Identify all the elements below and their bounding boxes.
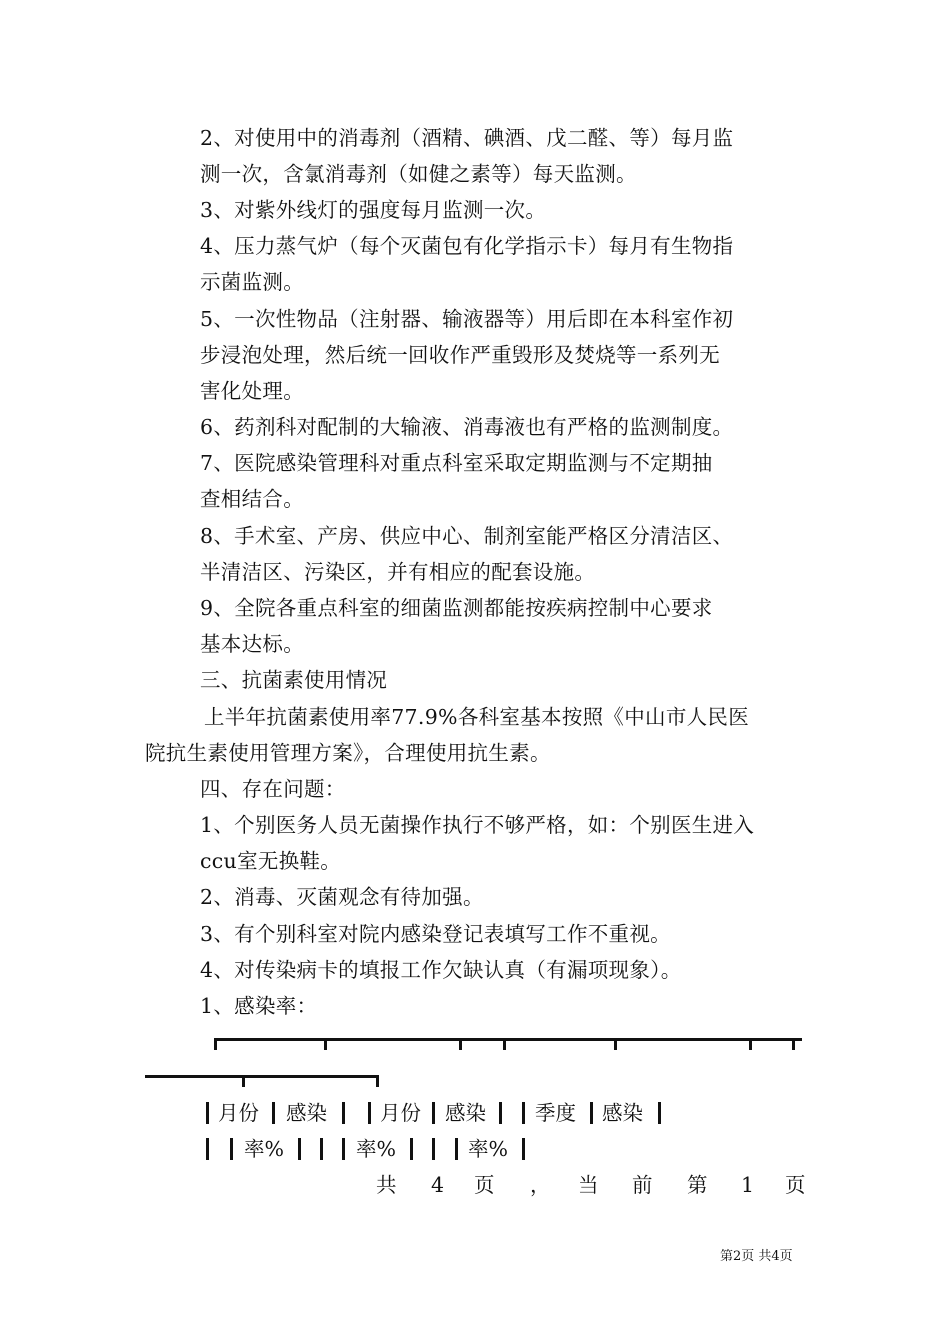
text-line: 院抗生素使用管理方案》，合理使用抗生素。: [145, 741, 551, 765]
text-line: 4、压力蒸气炉（每个灭菌包有化学指示卡）每月有生物指: [200, 234, 734, 258]
text-line: 9、全院各重点科室的细菌监测都能按疾病控制中心要求: [200, 596, 713, 620]
footer-char: 前: [632, 1173, 653, 1197]
text-line: 上半年抗菌素使用率77.9%各科室基本按照《中山市人民医: [204, 705, 750, 729]
footer-char: 第: [687, 1173, 708, 1197]
text-line: 6、药剂科对配制的大输液、消毒液也有严格的监测制度。: [200, 415, 734, 439]
text-line: ccu室无换鞋。: [200, 849, 342, 873]
table-cell: 感染: [445, 1101, 486, 1125]
footer-char: 1: [741, 1173, 755, 1197]
text-line: 2、对使用中的消毒剂（酒精、碘酒、戊二醛、等）每月监: [200, 126, 734, 150]
footer-char: 页: [785, 1173, 806, 1197]
text-line: 半清洁区、污染区，并有相应的配套设施。: [200, 560, 596, 584]
text-line: 5、一次性物品（注射器、输液器等）用后即在本科室作初: [200, 307, 734, 331]
text-line: 8、手术室、产房、供应中心、制剂室能严格区分清洁区、: [200, 524, 734, 548]
footer-char: 4: [431, 1173, 445, 1197]
text-line: 步浸泡处理，然后统一回收作严重毁形及焚烧等一系列无: [200, 343, 720, 367]
table-cell: 季度: [535, 1101, 576, 1125]
text-line: 1、感染率：: [200, 994, 318, 1018]
table-cell: 率%: [356, 1137, 396, 1161]
footer-char: 共: [376, 1173, 397, 1197]
footer-char: ，: [530, 1173, 551, 1197]
text-line: 2、消毒、灭菌观念有待加强。: [200, 885, 484, 909]
footer-char: 当: [578, 1173, 599, 1197]
table-cell: 月份: [380, 1101, 421, 1125]
text-line: 示菌监测。: [200, 270, 304, 294]
table-cell: 感染: [602, 1101, 643, 1125]
table-cell: 感染: [286, 1101, 327, 1125]
text-line: 查相结合。: [200, 487, 304, 511]
section-heading: 四、存在问题：: [200, 777, 346, 801]
table-cell: 月份: [218, 1101, 259, 1125]
text-line: 测一次，含氯消毒剂（如健之素等）每天监测。: [200, 162, 637, 186]
text-line: 基本达标。: [200, 632, 304, 656]
text-line: 3、有个别科室对院内感染登记表填写工作不重视。: [200, 922, 671, 946]
footer-char: 页: [474, 1173, 495, 1197]
text-line: 1、个别医务人员无菌操作执行不够严格，如：个别医生进入: [200, 813, 755, 837]
text-line: 7、医院感染管理科对重点科室采取定期监测与不定期抽: [200, 451, 713, 475]
table-cell: 率%: [468, 1137, 508, 1161]
text-line: 3、对紫外线灯的强度每月监测一次。: [200, 198, 547, 222]
text-line: 4、对传染病卡的填报工作欠缺认真（有漏项现象）。: [200, 958, 682, 982]
page-number: 第2页 共4页: [720, 1249, 793, 1264]
table-cell: 率%: [244, 1137, 284, 1161]
text-line: 害化处理。: [200, 379, 304, 403]
section-heading: 三、抗菌素使用情况: [200, 668, 388, 692]
